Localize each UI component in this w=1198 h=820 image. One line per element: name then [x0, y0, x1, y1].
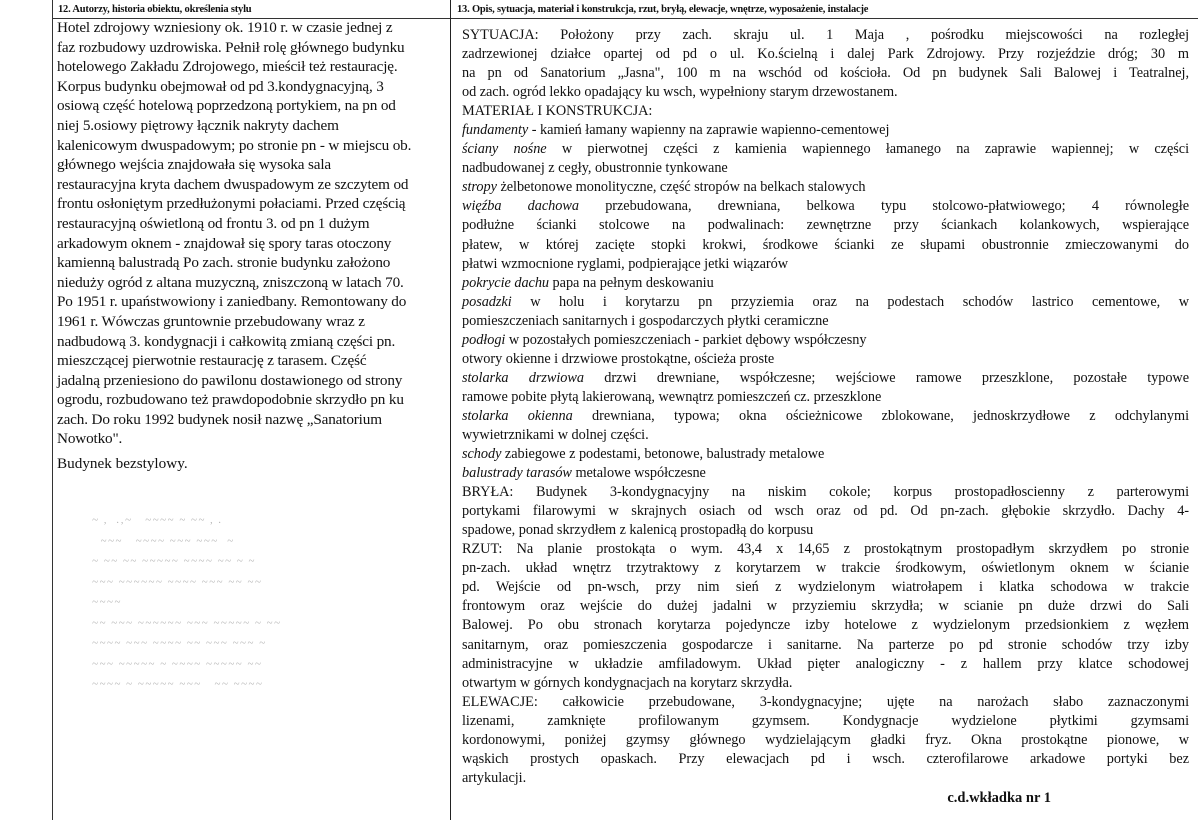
fundamenty-text: kamień łamany wapienny na zaprawie wapienno-cementowej: [536, 122, 890, 139]
continuation-note: c.d.wkładka nr 1: [947, 790, 1051, 806]
stolarka-drzwiowa-line: [462, 369, 1189, 388]
schody-term: schody: [462, 446, 502, 463]
balustrady-text: metalowe współczesne: [571, 465, 706, 482]
stolarka-okienna-cont: wywietrznikami w dolnej części.: [462, 426, 649, 443]
bryla-line: portykami filarowymi w skrajnych osiach od wsch oraz od pd. Od pn-zach. głębokie skrzydło. Dachy 4-: [462, 503, 1189, 520]
history-line: 1961 r. Wówczas gruntownie przebudowany wraz z: [57, 312, 365, 330]
wiezba-term: więźba dachowa: [462, 198, 579, 215]
bryla-line: BRYŁA: Budynek 3-kondygnacyjny na niskim cokole; korpus prostopadłoscienny z parterowymi: [462, 484, 1189, 501]
elewacje-line: ELEWACJE: całkowicie przebudowane, 3-kondygnacyjne; ujęte na narożach słabo zaznaczonymi: [462, 693, 1189, 710]
style-determination: Budynek bezstylowy.: [57, 455, 188, 472]
history-line: arkadowym oknem - znajdował się spory taras otoczony: [57, 234, 392, 252]
balustrady-term: balustrady tarasów: [462, 465, 572, 482]
wiezba-cont: płatwi wzmocnione ryglami, podpierające jetki wiązarów: [462, 255, 789, 272]
stolarka-drzwiowa-text: drzwi drewniane, współczesne; wejściowe ramowe przeszklone, pozostałe typowe: [583, 369, 1189, 386]
posadzki-term: posadzki: [462, 293, 512, 310]
history-text: [57, 18, 449, 449]
description-section-header: 13. Opis, sytuacja, materiał i konstrukcja, rzut, bryłą, elewacje, wnętrze, wyposażenie, instalacje: [451, 0, 1198, 19]
history-line: Korpus budynku obejmował od pd 3.kondygnacyjną, 3: [57, 77, 384, 95]
elewacje-line: lizenami, zamknięte profilowanym gzymsem. Kondygnacje wydzielone płytkimi gzymsami: [462, 712, 1189, 729]
history-line: Po 1951 r. upaństwowiony i zaniedbany. Remontowany do: [57, 293, 407, 311]
rzut-line: frontowym oraz wejście do dużej jadalni w przyziemiu skrzydła; w scianie pn duże drzwi do Sali: [462, 598, 1189, 615]
schody-text: zabiegowe z podestami, betonowe, balustrady metalowe: [501, 446, 825, 463]
fundamenty-term: fundamenty -: [462, 122, 537, 139]
history-line: kamienną balustradą Po zach. stronie budynku założono: [57, 254, 391, 272]
bryla-line: spadowe, ponad skrzydłem z kalenicą prostopadłą do korpusu: [462, 522, 814, 539]
stropy-line: [462, 178, 1189, 197]
bleed-through-text: ~ , .,~ ~~~~ ~ ~~ , . ~~~ ~~~~ ~~~ ~~~ ~ ~ ~~ ~~ ~~~~~ ~~~~ ~~ ~ ~ ~~~ ~~~~~~ ~~~~ ~~~ ~~ ~~ ~~~~ ~~ ~~~ ~~~~~~ ~~~ ~~~~~ ~ ~~ ~~~~ ~~~ ~~~~ ~~ ~~~ ~~~ ~ ~~~ ~~~~~ ~ ~~~~ ~~~~~ ~~ ~~~~ ~ ~~~~~ ~~~ ~~ ~~~~: [92, 514, 282, 690]
pokrycie-text: papa na pełnym deskowaniu: [549, 274, 714, 291]
sytuacja-line: SYTUACJA: Położony przy zach. skraju ul. 1 Maja , pośrodku miejscowości na rozległej: [462, 27, 1189, 43]
history-line: kalenicowym dwuspadowym; po stronie pn - w miejscu ob.: [57, 136, 412, 154]
pokrycie-term: pokrycie dachu: [462, 274, 550, 291]
history-line: Hotel zdrojowy wzniesiony ok. 1910 r. w czasie jednej z: [57, 19, 393, 36]
rzut-line: pd. Wejście od pn-wsch, przy nim sień z wydzielonym wiatrołapem i klatka schodowa w trakcie: [462, 579, 1189, 596]
history-section-header: 12. Autorzy, historia obiektu, określenia stylu: [52, 0, 450, 19]
rzut-line: sanitarnym, oraz pomieszczenia gospodarcze i sanitarne. Na parterze po pd stronie schodów trzy izby: [462, 636, 1189, 653]
posadzki-line: [462, 293, 1189, 312]
history-line: głównego wejścia znajdowała się wysoka sala: [57, 156, 332, 174]
history-section: [52, 0, 451, 820]
elewacje-line: wąskich prostych opaskach. Przy elewacjach pd i wsch. czterofilarowe arkadowe portyki bez: [462, 750, 1189, 767]
history-line: restauracyjną oświetloną od frontu 3. od pn 1 dużym: [57, 214, 370, 232]
rzut-line: otwartym w górnych kondygnacjach na korytarz skrzydła.: [462, 674, 793, 691]
history-line: osiową część hotelową poprzedzoną portykiem, na pn od: [57, 97, 396, 115]
rzut-line: RZUT: Na planie prostokąta o wym. 43,4 x 14,65 z prostokątnym prostopadłym skrzydłem po stronie: [462, 541, 1189, 558]
podlogi-text: w pozostałych pomieszczeniach - parkiet dębowy współczesny: [505, 331, 867, 348]
schody-line: [462, 445, 1189, 464]
history-line: nadbudową 3. kondygnacji i całkowitą zmianą części pn.: [57, 332, 396, 350]
balustrady-line: [462, 464, 1189, 483]
wiezba-cont: płatew, w której zacięte stopki krokwi, środkowe ścianki ze słupami obustronnie zmieczowanymi do: [462, 236, 1189, 253]
history-line: Nowotko".: [57, 430, 123, 448]
rzut-line: administracyjne w układzie amfiladowym. Układ pięter analogiczny - z hallem przy klatce schodowej: [462, 655, 1189, 672]
fundamenty-line: [462, 121, 1189, 140]
elewacje-line: kordonowymi, poniżej gzymsy głównego wydzielającym gładki fryz. Okna prostokątne pionowe, w: [462, 731, 1189, 748]
sytuacja-line: od zach. ogród lekko opadający ku wsch, wypełniony starym drzewostanem.: [462, 84, 898, 101]
wiezba-cont: podłużne ścianki stolcowe na podwalinach: zewnętrzne przy ściankach kolankowych, wspierające: [462, 217, 1189, 234]
stolarka-okienna-text: drewniana, typowa; okna ościeżnicowe zblokowane, jednoskrzydłowe z odchylanymi: [572, 407, 1189, 424]
description-text: [462, 26, 1189, 788]
stolarka-okienna-line: [462, 407, 1189, 426]
rzut-line: Balowej. Po obu stronach korytarza pojedyncze izby hotelowe z wydzielonym przedsionkiem z węzłem: [462, 617, 1189, 634]
podlogi-line: [462, 331, 1189, 350]
stropy-term: stropy: [462, 179, 497, 196]
stolarka-drzwiowa-cont: ramowe pobite płytą lakierowaną, wewnątrz pomieszczeń cz. przeszklone: [462, 388, 882, 405]
sciany-cont: nadbudowanej z cegły, obustronnie tynkowane: [462, 160, 728, 177]
podlogi-term: podłogi: [462, 331, 506, 348]
sciany-text: w pierwotnej części z kamienia wapiennego łamanego na zaprawie wapiennej; w części: [546, 141, 1189, 158]
sciany-line: [462, 140, 1189, 159]
rzut-line: pn-zach. układ wnętrz trzytraktowy z korytarzem w trakcie środkowym, oświetlonym oknem w ścianie: [462, 560, 1189, 577]
sytuacja-line: zadrzewionej działce opartej od pd o ul. Ko.ścielną i dalej Park Zdrojowy. Przy rozjeździe dróg; 30 m: [462, 46, 1189, 63]
history-line: hotelowego Zakładu Zdrojowego, mieścił też restaurację.: [57, 58, 398, 76]
history-line: nieduży ogród z altana muzyczną, zniszczoną w latach 70.: [57, 273, 404, 291]
history-line: jadalną przeniesiono do pawilonu dostawionego od strony: [57, 371, 403, 389]
history-line: restauracyjna kryta dachem dwuspadowym ze szczytem od: [57, 175, 409, 193]
posadzki-text: w holu i korytarzu pn przyziemia oraz na podestach schodów lastrico cementowe, w: [511, 293, 1189, 310]
sciany-term: ściany nośne: [462, 141, 547, 158]
otwory-line: otwory okienne i drzwiowe prostokątne, ościeża proste: [462, 350, 775, 367]
material-title: MATERIAŁ I KONSTRUKCJA:: [462, 103, 653, 120]
posadzki-cont: pomieszczeniach sanitarnych i gospodarczych płytki ceramiczne: [462, 312, 829, 329]
elewacje-line: artykulacji.: [462, 769, 527, 786]
description-section: [451, 0, 1198, 820]
pokrycie-line: [462, 274, 1189, 293]
history-line: zach. Do roku 1992 budynek nosił nazwę „Sanatorium: [57, 410, 382, 428]
sytuacja-line: na pn od Sanatorium „Jasna", 100 m na wschód od kościoła. Od pn budynek Sali Balowej i Teatralnej,: [462, 65, 1189, 82]
wiezba-line: [462, 197, 1189, 216]
wiezba-text: przebudowana, drewniana, belkowa typu stolcowo-płatwiowego; 4 równoległe: [578, 198, 1189, 215]
history-line: mieszczącej pierwotnie restaurację z tarasem. Część: [57, 352, 367, 370]
history-line: frontu osłoniętym przedłużonymi połaciami. Przed częścią: [57, 195, 406, 213]
history-line: faz rozbudowy uzdrowiska. Pełnił rolę głównego budynku: [57, 38, 405, 56]
history-line: niej 5.osiowy piętrowy łącznik nakryty dachem: [57, 116, 339, 134]
stolarka-drzwiowa-term: stolarka drzwiowa: [462, 369, 584, 386]
history-line: ogrodu, rozbudowano też prawdopodobnie skrzydło pn ku: [57, 391, 404, 409]
stropy-text: żelbetonowe monolityczne, część stropów na belkach stalowych: [496, 179, 866, 196]
stolarka-okienna-term: stolarka okienna: [462, 407, 573, 424]
